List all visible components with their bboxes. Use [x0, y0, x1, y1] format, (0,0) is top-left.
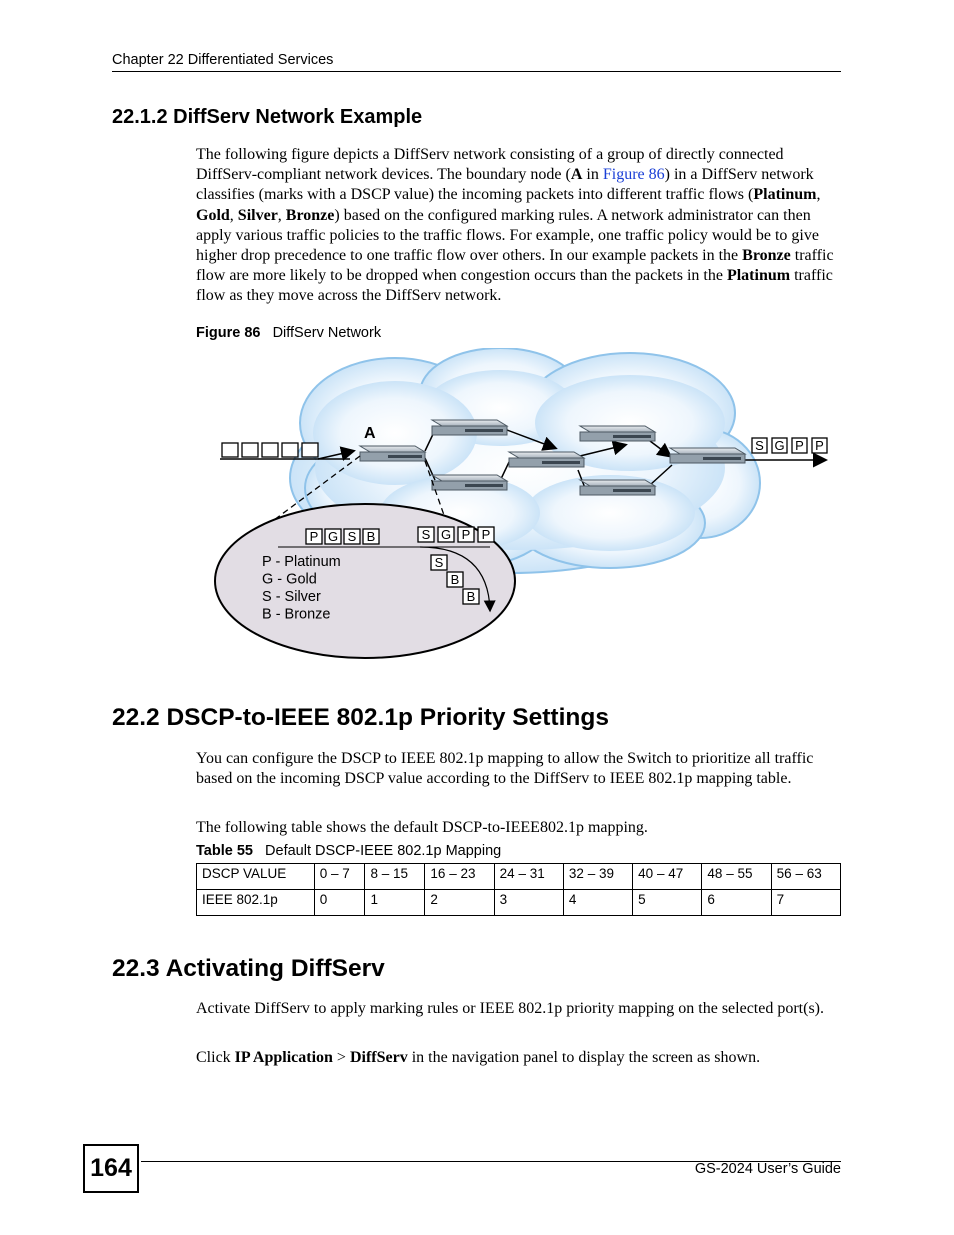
packet-box	[282, 443, 298, 457]
packet-box	[344, 529, 360, 544]
text-run: DiffServ	[349, 1049, 408, 1066]
table-cell: 16 – 23	[425, 864, 494, 890]
boundary-node-label: A	[364, 425, 376, 442]
text-run: ,	[229, 206, 238, 224]
packet-box	[438, 527, 454, 542]
packet-box	[792, 438, 807, 453]
packet-label: S	[347, 529, 357, 544]
packet-label: G	[327, 529, 339, 544]
packet-box	[325, 529, 341, 544]
text-run: Gold	[196, 206, 230, 224]
packet-label: P	[461, 527, 471, 542]
table-cell: 48 – 55	[702, 864, 771, 890]
legend-entry: P - Platinum	[262, 554, 341, 570]
table-row	[197, 890, 841, 916]
figure-caption	[196, 325, 381, 341]
packet-label: P	[481, 527, 491, 542]
legend-entry: B - Bronze	[262, 606, 331, 623]
text-run: Platinum	[753, 186, 817, 204]
table-cell: 0	[314, 890, 365, 916]
table-cell: 40 – 47	[633, 864, 702, 890]
section-heading-22-2: 22.2 DSCP-to-IEEE 802.1p Priority Settings	[112, 704, 609, 731]
packet-box	[302, 443, 318, 457]
text-run: Bronze	[742, 247, 791, 265]
packet-box	[447, 572, 463, 587]
table-cell: 5	[633, 890, 702, 916]
text-run: ,	[277, 206, 286, 224]
default-mapping-intro: The following table shows the default DSCP-to-IEEE802.1p mapping.	[196, 819, 648, 836]
packet-box	[242, 443, 258, 457]
table-cell: 3	[494, 890, 563, 916]
packet-box	[752, 438, 767, 453]
running-header: Chapter 22 Differentiated Services	[112, 52, 334, 68]
packet-label: B	[450, 572, 460, 587]
ethernet-switch	[432, 420, 507, 435]
packet-box	[363, 529, 379, 544]
packet-box	[812, 438, 827, 453]
text-run: traffic flow are more likely to be dropped when congestion occurs than the packets in the	[196, 247, 834, 285]
text-run: ) based on the configured marking rules. A network administrator can then apply various traffic policies to the traffic flows. For example, one traffic policy would be to give higher drop precedence to one traffic flow over others. In our example packets in the	[196, 206, 819, 265]
packet-box	[772, 438, 787, 453]
text-run: in the navigation panel to display the screen as shown.	[407, 1049, 761, 1066]
section-heading-22-1-2: 22.1.2 DiffServ Network Example	[112, 106, 423, 128]
packet-label: B	[366, 529, 376, 544]
ethernet-switch	[509, 452, 584, 467]
packet-box	[478, 527, 494, 542]
text-run: >	[332, 1049, 350, 1066]
packet-label: P	[795, 438, 804, 453]
figure-title: DiffServ Network	[272, 325, 382, 341]
table-cell: 8 – 15	[365, 864, 425, 890]
packet-label: S	[755, 438, 764, 453]
text-run: ) in a DiffServ network classifies (marks with a DSCP value) the incoming packets into different traffic flows (	[196, 166, 814, 204]
table-cell: 56 – 63	[771, 864, 840, 890]
text-run: Platinum	[726, 267, 791, 285]
figure-link[interactable]: Figure 86	[602, 166, 665, 184]
table-cell: IEEE 802.1p	[197, 890, 315, 916]
table-cell: 0 – 7	[314, 864, 365, 890]
ethernet-switch	[580, 480, 655, 495]
packet-label: P	[815, 438, 824, 453]
outgoing-packets	[752, 438, 827, 453]
guide-title: GS-2024 User’s Guide	[694, 1161, 841, 1177]
table-cell: 32 – 39	[563, 864, 632, 890]
packet-label: P	[309, 529, 319, 544]
table-caption	[196, 843, 501, 859]
packet-box	[222, 443, 238, 457]
section-heading-22-3: 22.3 Activating DiffServ	[112, 955, 385, 982]
packet-box	[262, 443, 278, 457]
packet-label: G	[774, 438, 785, 453]
navigation-instruction	[196, 1048, 846, 1068]
text-run: A	[570, 166, 583, 184]
text-run: IP Application	[234, 1049, 333, 1066]
table-cell: 7	[771, 890, 840, 916]
text-run: Bronze	[285, 206, 335, 224]
packet-box	[431, 555, 447, 570]
packet-label: B	[466, 589, 476, 604]
dscp-mapping-paragraph: You can configure the DSCP to IEEE 802.1p mapping to allow the Switch to prioritize all traffic based on the incoming DSCP value according to the DiffServ to IEEE 802.1p mapping table.	[196, 750, 814, 788]
diffserv-example-paragraph	[196, 145, 846, 307]
legend-entry: G - Gold	[262, 571, 317, 588]
text-run: Click	[196, 1049, 235, 1066]
packet-label: S	[421, 527, 431, 542]
table-row	[197, 864, 841, 890]
table-cell: 6	[702, 890, 771, 916]
packet-box	[458, 527, 474, 542]
table-cell: 1	[365, 890, 425, 916]
page-number: 164	[83, 1144, 139, 1193]
table-cell: 4	[563, 890, 632, 916]
ethernet-switch	[670, 448, 745, 463]
ethernet-switch	[580, 426, 655, 441]
table-label: Table 55	[196, 843, 253, 859]
text-run: in	[582, 166, 603, 184]
text-run: Silver	[237, 206, 278, 224]
packet-box	[418, 527, 434, 542]
table-cell: 2	[425, 890, 494, 916]
packet-box	[306, 529, 322, 544]
text-run: The following figure depicts a DiffServ network consisting of a group of directly connected DiffServ-compliant network devices. The boundary node (	[196, 146, 784, 184]
packet-box	[463, 589, 479, 604]
ethernet-switch	[360, 446, 425, 461]
dscp-ieee-mapping-table	[196, 863, 841, 916]
text-run: traffic flow as they move across the DiffServ network.	[196, 267, 833, 305]
text-run: ,	[816, 186, 821, 204]
ethernet-switch	[432, 475, 507, 490]
figure-label: Figure 86	[196, 325, 261, 341]
header-rule	[112, 71, 841, 72]
activate-diffserv-paragraph: Activate DiffServ to apply marking rules or IEEE 802.1p priority mapping on the selected port(s).	[196, 1000, 824, 1017]
packet-label: G	[440, 527, 452, 542]
incoming-packets	[222, 443, 318, 457]
table-title: Default DSCP-IEEE 802.1p Mapping	[265, 843, 502, 859]
table-cell: 24 – 31	[494, 864, 563, 890]
legend-entry: S - Silver	[262, 589, 321, 605]
packet-label: S	[434, 555, 444, 570]
table-cell: DSCP VALUE	[197, 864, 315, 890]
diffserv-network-diagram	[210, 348, 835, 663]
